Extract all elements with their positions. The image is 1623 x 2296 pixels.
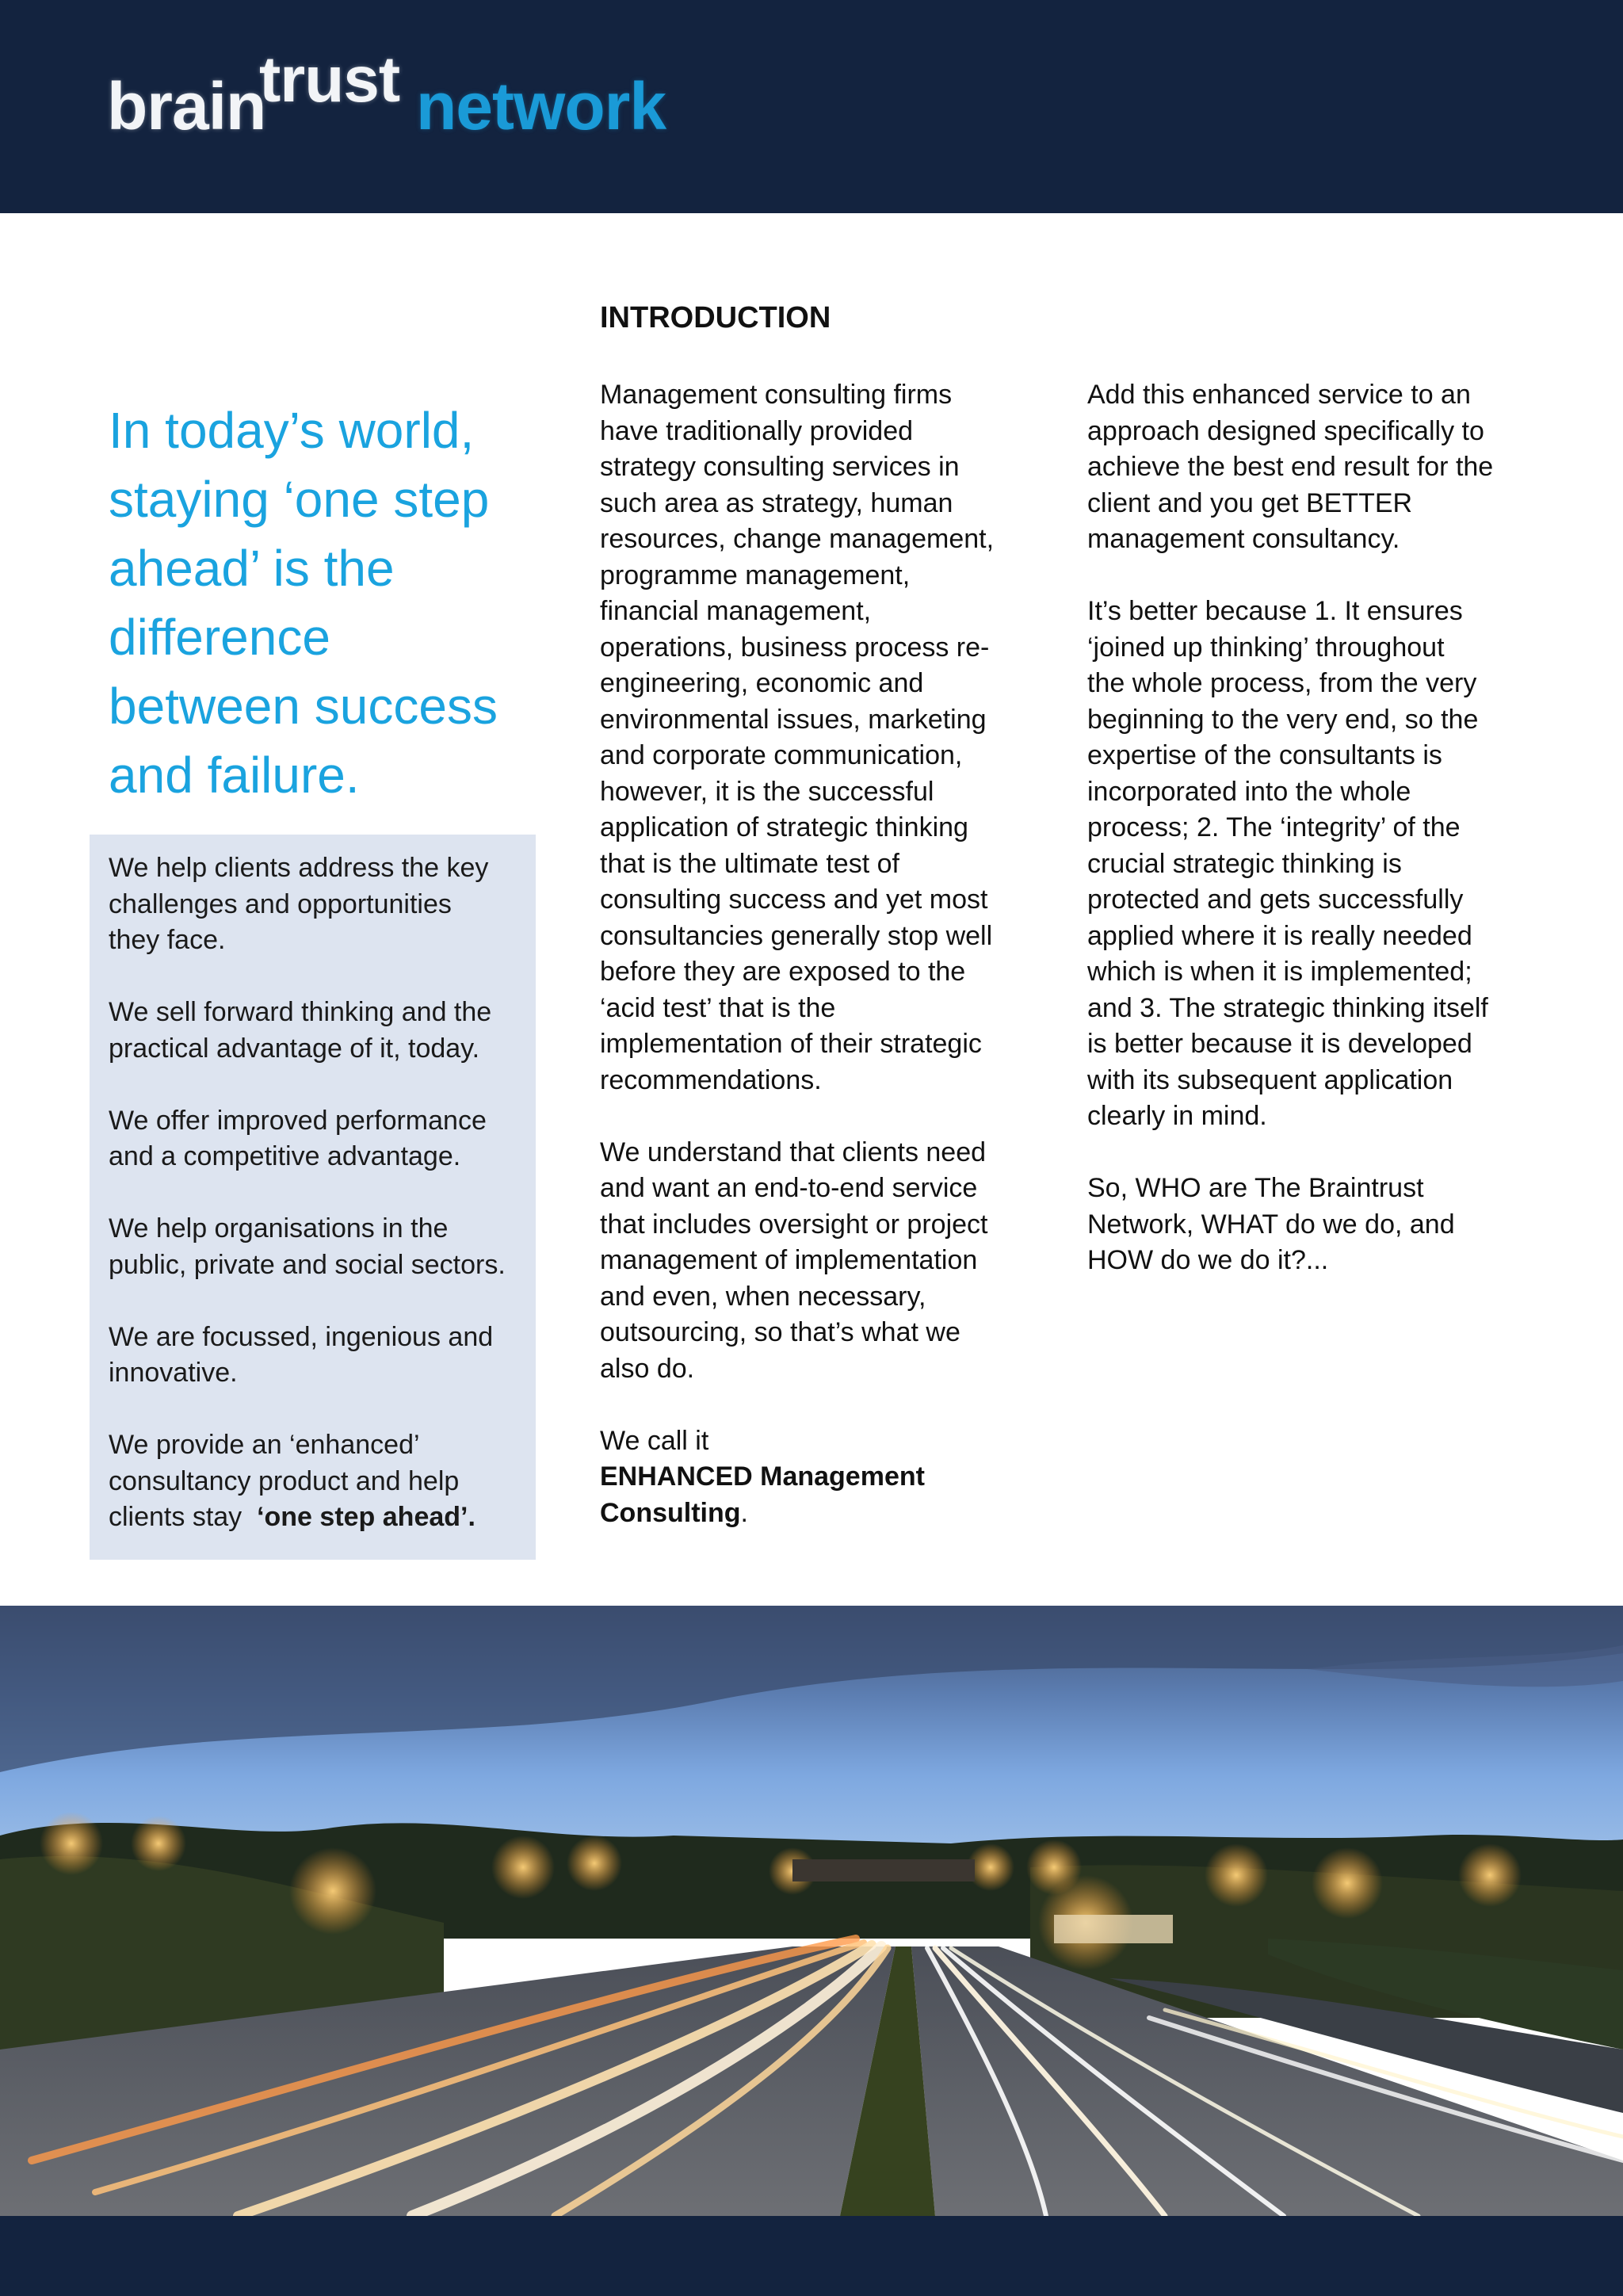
panel-text: [109, 850, 529, 1536]
intro-line: We call it: [600, 1425, 709, 1456]
panel-paragraph: [109, 1211, 529, 1283]
enhanced-management-emphasis: ENHANCED Management: [600, 1461, 925, 1492]
motorway-night-photo: [0, 1606, 1623, 2216]
panel-line: We provide an ‘enhanced’: [109, 1430, 420, 1460]
intro-line: outsourcing, so that’s what we: [600, 1317, 960, 1347]
logo-network: network: [416, 69, 666, 143]
intro-line: also do.: [600, 1353, 695, 1384]
panel-line: We help clients address the key: [109, 853, 489, 883]
intro-line: engineering, economic and: [600, 668, 924, 698]
panel-text-plain: clients stay: [109, 1502, 250, 1532]
intro-line: and want an end-to-end service: [600, 1173, 978, 1203]
intro-line: ‘acid test’ that is the: [600, 992, 836, 1023]
intro-line: HOW do we do it?...: [1087, 1245, 1329, 1275]
intro-line: [600, 1498, 748, 1528]
intro-line: before they are exposed to the: [600, 957, 966, 987]
intro-line: Add this enhanced service to an: [1087, 380, 1471, 410]
intro-column-1: [600, 377, 1060, 1531]
panel-paragraph: [109, 1103, 529, 1175]
panel-line: and a competitive advantage.: [109, 1141, 461, 1171]
intro-line: It’s better because 1. It ensures: [1087, 596, 1463, 626]
panel-line: public, private and social sectors.: [109, 1249, 506, 1280]
panel-line: We help organisations in the: [109, 1213, 449, 1244]
intro-paragraph: [600, 377, 1060, 1098]
intro-line: however, it is the successful: [600, 776, 934, 807]
intro-line: that is the ultimate test of: [600, 848, 899, 879]
panel-line: practical advantage of it, today.: [109, 1033, 480, 1064]
intro-line: programme management,: [600, 560, 911, 590]
tagline-line: ahead’ is the: [109, 540, 395, 597]
intro-line: process; 2. The ‘integrity’ of the: [1087, 812, 1461, 842]
panel-line: consultancy product and help: [109, 1465, 460, 1496]
intro-line: applied where it is really needed: [1087, 920, 1472, 951]
intro-line: which is when it is implemented;: [1087, 957, 1472, 987]
braintrust-network-logo: [107, 46, 709, 141]
intro-paragraph: [1087, 377, 1563, 558]
intro-paragraph: [1087, 1171, 1563, 1279]
introduction-heading: INTRODUCTION: [600, 301, 831, 334]
intro-line: beginning to the very end, so the: [1087, 704, 1479, 735]
header-bar: [0, 0, 1623, 213]
panel-paragraph: [109, 850, 529, 959]
intro-line: expertise of the consultants is: [1087, 740, 1442, 770]
panel-line: innovative.: [109, 1358, 238, 1388]
intro-line: protected and gets successfully: [1087, 884, 1464, 915]
panel-line: We offer improved performance: [109, 1105, 487, 1136]
intro-line: Management consulting firms: [600, 380, 953, 410]
intro-line: achieve the best end result for the: [1087, 452, 1494, 482]
intro-line: crucial strategic thinking is: [1087, 848, 1402, 879]
tagline-line: staying ‘one step: [109, 471, 490, 528]
intro-line: management of implementation: [600, 1245, 978, 1275]
intro-line: environmental issues, marketing: [600, 704, 987, 735]
intro-line: clearly in mind.: [1087, 1101, 1267, 1131]
value-proposition-panel: [90, 835, 536, 1560]
logo-brain: brain: [107, 69, 266, 143]
intro-line: We understand that clients need: [600, 1137, 987, 1167]
intro-line: recommendations.: [600, 1064, 822, 1095]
intro-line: and even, when necessary,: [600, 1281, 926, 1312]
panel-line: they face.: [109, 925, 226, 955]
intro-line: that includes oversight or project: [600, 1209, 988, 1240]
tagline-line: difference: [109, 609, 330, 666]
panel-paragraph: [109, 1427, 529, 1536]
panel-paragraph: [109, 1320, 529, 1392]
intro-line: consulting success and yet most: [600, 884, 988, 915]
logo-trust: trust: [259, 44, 400, 116]
intro-line: resources, change management,: [600, 524, 995, 554]
panel-line: We sell forward thinking and the: [109, 997, 492, 1027]
intro-line: strategy consulting services in: [600, 452, 960, 482]
intro-line: approach designed specifically to: [1087, 415, 1484, 446]
intro-line: application of strategic thinking: [600, 812, 968, 842]
panel-line: challenges and opportunities: [109, 888, 452, 919]
intro-line: with its subsequent application: [1087, 1064, 1453, 1095]
intro-paragraph: [600, 1423, 1060, 1532]
intro-line: such area as strategy, human: [600, 487, 953, 518]
intro-column-2: [1087, 377, 1563, 1279]
intro-line: financial management,: [600, 596, 872, 626]
panel-line: We are focussed, ingenious and: [109, 1321, 494, 1352]
intro-line: management consultancy.: [1087, 524, 1400, 554]
intro-line: So, WHO are The Braintrust: [1087, 1173, 1424, 1203]
tagline-line: between success: [109, 678, 498, 735]
intro-line: Network, WHAT do we do, and: [1087, 1209, 1455, 1240]
intro-paragraph: [600, 1135, 1060, 1388]
intro-line: and corporate communication,: [600, 740, 963, 770]
tagline-line: and failure.: [109, 747, 360, 804]
intro-line: and 3. The strategic thinking itself: [1087, 992, 1488, 1023]
motorway-illustration: [0, 1606, 1623, 2216]
intro-line: consultancies generally stop well: [600, 920, 993, 951]
intro-line: implementation of their strategic: [600, 1029, 982, 1059]
intro-line: have traditionally provided: [600, 415, 914, 446]
intro-line: the whole process, from the very: [1087, 668, 1477, 698]
panel-line: [109, 1502, 475, 1532]
footer-bar: [0, 2216, 1623, 2296]
intro-line: operations, business process re-: [600, 632, 990, 663]
intro-line: ‘joined up thinking’ throughout: [1087, 632, 1445, 663]
intro-line: is better because it is developed: [1087, 1029, 1472, 1059]
intro-paragraph: [1087, 594, 1563, 1135]
intro-period: .: [740, 1497, 748, 1528]
tagline-line: In today’s world,: [109, 402, 475, 459]
one-step-ahead-emphasis: ‘one step ahead’.: [257, 1502, 475, 1532]
intro-line: client and you get BETTER: [1087, 487, 1413, 518]
intro-line: incorporated into the whole: [1087, 776, 1411, 807]
consulting-emphasis: Consulting: [600, 1497, 741, 1528]
panel-paragraph: [109, 995, 529, 1067]
tagline-headline: [109, 396, 552, 810]
